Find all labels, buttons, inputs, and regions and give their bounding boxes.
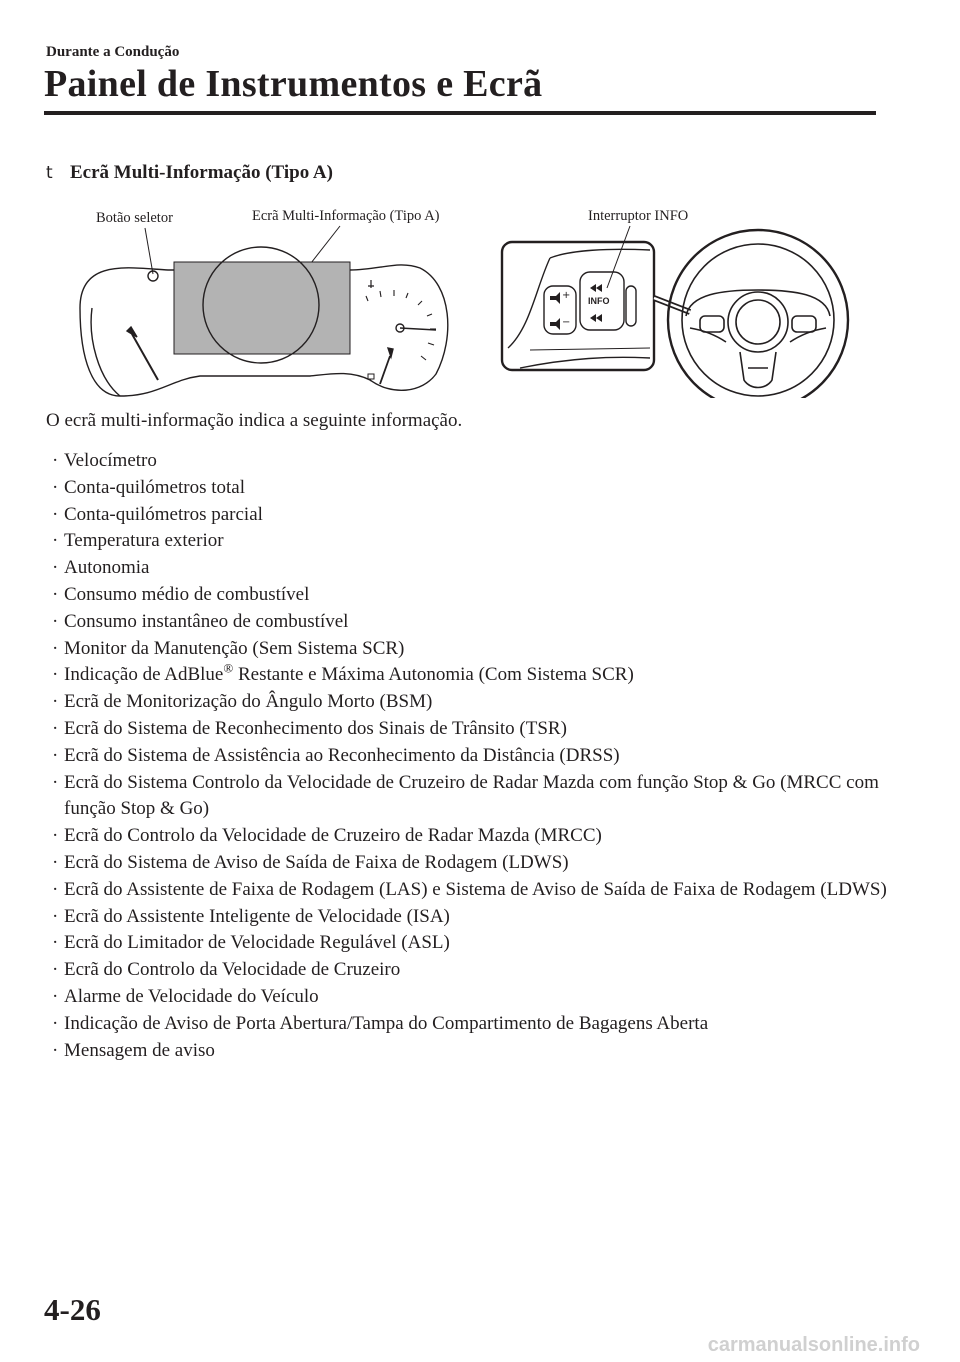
page-title: Painel de Instrumentos e Ecrã xyxy=(44,63,543,105)
bullet-dot: · xyxy=(52,717,59,739)
bullet-dot: · xyxy=(52,985,59,1007)
list-item xyxy=(48,823,888,850)
chapter-label: Durante a Condução xyxy=(46,44,180,60)
section-heading-text: Ecrã Multi-Informação (Tipo A) xyxy=(70,162,333,183)
bullet-dot: · xyxy=(52,557,59,579)
info-list xyxy=(48,448,888,1064)
section-heading xyxy=(46,162,333,184)
bullet-dot: · xyxy=(52,878,59,900)
bullet-dot: · xyxy=(52,851,59,873)
bullet-dot: · xyxy=(52,637,59,659)
leader-selector xyxy=(145,228,153,274)
bullet-dot: · xyxy=(52,1039,59,1061)
bullet-dot: · xyxy=(52,583,59,605)
multi-info-display xyxy=(174,262,350,354)
list-item xyxy=(48,528,888,555)
bullet-dot: · xyxy=(52,932,59,954)
svg-text:+: + xyxy=(562,290,571,301)
list-item-text: Indicação de AdBlue xyxy=(64,664,224,686)
list-item-text: Monitor da Manutenção (Sem Sistema SCR) xyxy=(64,637,405,659)
list-item-text: Temperatura exterior xyxy=(64,530,224,552)
label-display: Ecrã Multi-Informação (Tipo A) xyxy=(252,208,440,224)
list-item xyxy=(48,555,888,582)
svg-text:−: − xyxy=(562,317,571,328)
list-item-text: Mensagem de aviso xyxy=(64,1039,215,1061)
label-info-switch: Interruptor INFO xyxy=(588,208,689,224)
bullet-dot: · xyxy=(52,771,59,793)
list-item-text: Ecrã do Sistema de Aviso de Saída de Faixa de Rodagem (LDWS) xyxy=(64,851,569,873)
list-item xyxy=(48,609,888,636)
bullet-dot: · xyxy=(52,1012,59,1034)
list-item-text: Ecrã do Controlo da Velocidade de Cruzeiro de Radar Mazda (MRCC) xyxy=(64,825,602,847)
bullet-dot: · xyxy=(52,610,59,632)
leader-info xyxy=(607,226,630,288)
list-item xyxy=(48,850,888,877)
steering-wheel xyxy=(668,230,848,398)
watermark: carmanualsonline.info xyxy=(707,1334,920,1356)
list-item xyxy=(48,1011,888,1038)
bullet-dot: · xyxy=(52,476,59,498)
list-item-text: Conta-quilómetros total xyxy=(64,476,246,498)
list-item xyxy=(48,743,888,770)
list-item xyxy=(48,984,888,1011)
info-button-text: INFO xyxy=(588,296,610,306)
bullet-dot: · xyxy=(52,959,59,981)
list-item-text: Autonomia xyxy=(64,557,150,579)
intro-text: O ecrã multi-informação indica a seguinte informação. xyxy=(46,410,463,431)
list-item xyxy=(48,636,888,663)
list-item-text: Velocímetro xyxy=(64,450,157,471)
list-item-text: Ecrã do Assistente Inteligente de Velocidade (ISA) xyxy=(64,905,450,927)
list-item-text: Ecrã do Sistema de Assistência ao Reconhecimento da Distância (DRSS) xyxy=(64,744,620,766)
instrument-cluster xyxy=(80,247,448,396)
bullet-dot: · xyxy=(52,450,59,471)
list-item-text: Consumo médio de combustível xyxy=(64,583,310,605)
list-item xyxy=(48,1038,888,1065)
list-item xyxy=(48,662,888,689)
list-item xyxy=(48,904,888,931)
list-item-text: Conta-quilómetros parcial xyxy=(64,503,263,525)
bullet-dot: · xyxy=(52,530,59,552)
list-item xyxy=(48,770,888,824)
instrument-figure xyxy=(50,198,880,398)
title-rule xyxy=(44,111,876,115)
list-item-text: Ecrã do Limitador de Velocidade Regulável (ASL) xyxy=(64,932,450,954)
bullet-dot: · xyxy=(52,905,59,927)
list-item-text: Ecrã do Sistema Controlo da Velocidade de Cruzeiro de Radar Mazda com função Stop & Go (MRCC com função Stop & Go) xyxy=(64,771,879,820)
list-item xyxy=(48,475,888,502)
list-item-text: Ecrã do Assistente de Faixa de Rodagem (LAS) e Sistema de Aviso de Saída de Faixa de Rodagem (LDWS) xyxy=(64,878,887,900)
bullet-dot: · xyxy=(52,744,59,766)
list-item-text: Indicação de Aviso de Porta Abertura/Tampa do Compartimento de Bagagens Aberta xyxy=(64,1012,709,1034)
list-item xyxy=(48,716,888,743)
registered-mark: ® xyxy=(223,661,234,677)
list-item-text: Ecrã do Sistema de Reconhecimento dos Sinais de Trânsito (TSR) xyxy=(64,717,567,739)
list-item xyxy=(48,582,888,609)
list-item-text: Ecrã do Controlo da Velocidade de Cruzeiro xyxy=(64,959,401,981)
list-item-text: Consumo instantâneo de combustível xyxy=(64,610,349,632)
list-item-text-rest: Restante e Máxima Autonomia (Com Sistema SCR) xyxy=(233,664,634,686)
list-item xyxy=(48,448,888,475)
page-number: 4-26 xyxy=(44,1292,101,1327)
list-item xyxy=(48,502,888,529)
bullet-dot: · xyxy=(52,503,59,525)
list-item xyxy=(48,877,888,904)
list-item xyxy=(48,930,888,957)
list-item xyxy=(48,689,888,716)
list-item xyxy=(48,957,888,984)
bullet-dot: · xyxy=(52,691,59,713)
bullet-dot: · xyxy=(52,664,59,686)
section-marker-icon: t xyxy=(46,163,53,183)
info-switch-closeup xyxy=(502,242,654,370)
list-item-text: Ecrã de Monitorização do Ângulo Morto (BSM) xyxy=(64,691,433,713)
label-selector-button: Botão seletor xyxy=(96,210,173,226)
list-item-text: Alarme de Velocidade do Veículo xyxy=(64,985,319,1007)
bullet-dot: · xyxy=(52,825,59,847)
